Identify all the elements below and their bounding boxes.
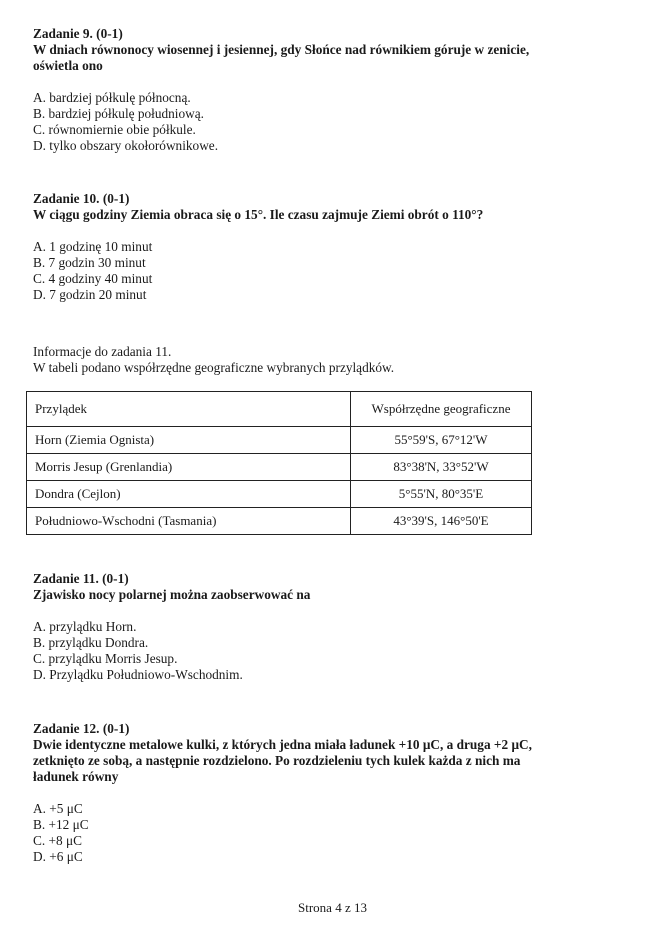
task-11-option-c[interactable]: C. przylądku Morris Jesup. bbox=[33, 651, 178, 666]
task-10-options bbox=[33, 239, 633, 303]
task-11-info-text: W tabeli podano współrzędne geograficzne wybranych przylądków. bbox=[33, 360, 395, 375]
task-10 bbox=[33, 191, 633, 303]
task-11-option-a[interactable]: A. przylądku Horn. bbox=[33, 619, 137, 634]
task-10-title: Zadanie 10. (0-1) bbox=[33, 191, 130, 206]
task-9-question-line-1: W dniach równonocy wiosennej i jesiennej, gdy Słońce nad równikiem góruje w zenicie, bbox=[33, 42, 530, 57]
table-cell-cape: Morris Jesup (Grenlandia) bbox=[27, 454, 351, 481]
task-11-title: Zadanie 11. (0-1) bbox=[33, 571, 129, 586]
task-10-option-c[interactable]: C. 4 godziny 40 minut bbox=[33, 271, 153, 286]
task-11-option-d[interactable]: D. Przylądku Południowo-Wschodnim. bbox=[33, 667, 243, 682]
task-9-question-line-2: oświetla ono bbox=[33, 58, 103, 73]
capes-coordinates-table bbox=[26, 391, 532, 535]
table-cell-cape: Dondra (Cejlon) bbox=[27, 481, 351, 508]
task-10-option-a[interactable]: A. 1 godzinę 10 minut bbox=[33, 239, 153, 254]
task-12-option-b[interactable]: B. +12 μC bbox=[33, 817, 89, 832]
task-12-question-line-3: ładunek równy bbox=[33, 769, 119, 784]
table-row bbox=[27, 454, 532, 481]
table-cell-coordinates: 83°38'N, 33°52'W bbox=[351, 454, 532, 481]
task-10-option-b[interactable]: B. 7 godzin 30 minut bbox=[33, 255, 146, 270]
table-row bbox=[27, 481, 532, 508]
table-cell-coordinates: 5°55'N, 80°35'E bbox=[351, 481, 532, 508]
task-12-option-c[interactable]: C. +8 μC bbox=[33, 833, 82, 848]
table-cell-cape: Horn (Ziemia Ognista) bbox=[27, 427, 351, 454]
task-11-question-line-1: Zjawisko nocy polarnej można zaobserwować na bbox=[33, 587, 311, 602]
page-number: Strona 4 z 13 bbox=[298, 900, 367, 915]
task-12-question-line-1: Dwie identyczne metalowe kulki, z których jedna miała ładunek +10 μC, a druga +2 μC, bbox=[33, 737, 532, 752]
task-9-option-c[interactable]: C. równomiernie obie półkule. bbox=[33, 122, 196, 137]
task-11-info bbox=[33, 344, 633, 376]
task-9-options bbox=[33, 90, 633, 154]
table-header-cape: Przylądek bbox=[27, 392, 351, 427]
task-10-question-line-1: W ciągu godziny Ziemia obraca się o 15°. Ile czasu zajmuje Ziemi obrót o 110°? bbox=[33, 207, 484, 222]
task-12-option-a[interactable]: A. +5 μC bbox=[33, 801, 83, 816]
table-header-coordinates: Współrzędne geograficzne bbox=[351, 392, 532, 427]
task-10-option-d[interactable]: D. 7 godzin 20 minut bbox=[33, 287, 147, 302]
task-12-question-line-2: zetknięto ze sobą, a następnie rozdzielono. Po rozdzieleniu tych kulek każda z nich ma bbox=[33, 753, 521, 768]
task-9 bbox=[33, 26, 633, 154]
task-12-option-d[interactable]: D. +6 μC bbox=[33, 849, 83, 864]
task-9-option-d[interactable]: D. tylko obszary okołorównikowe. bbox=[33, 138, 219, 153]
task-11 bbox=[33, 571, 633, 683]
task-9-title: Zadanie 9. (0-1) bbox=[33, 26, 123, 41]
task-11-options bbox=[33, 619, 633, 683]
table-cell-coordinates: 43°39'S, 146°50'E bbox=[351, 508, 532, 535]
task-9-option-a[interactable]: A. bardziej półkulę północną. bbox=[33, 90, 191, 105]
task-12-options bbox=[33, 801, 633, 865]
table-header-row bbox=[27, 392, 532, 427]
task-9-option-b[interactable]: B. bardziej półkulę południową. bbox=[33, 106, 204, 121]
task-12-title: Zadanie 12. (0-1) bbox=[33, 721, 130, 736]
table-row bbox=[27, 427, 532, 454]
table-row bbox=[27, 508, 532, 535]
task-11-option-b[interactable]: B. przylądku Dondra. bbox=[33, 635, 149, 650]
task-11-info-title: Informacje do zadania 11. bbox=[33, 344, 172, 359]
task-12 bbox=[33, 721, 633, 865]
table-cell-cape: Południowo-Wschodni (Tasmania) bbox=[27, 508, 351, 535]
table-cell-coordinates: 55°59'S, 67°12'W bbox=[351, 427, 532, 454]
